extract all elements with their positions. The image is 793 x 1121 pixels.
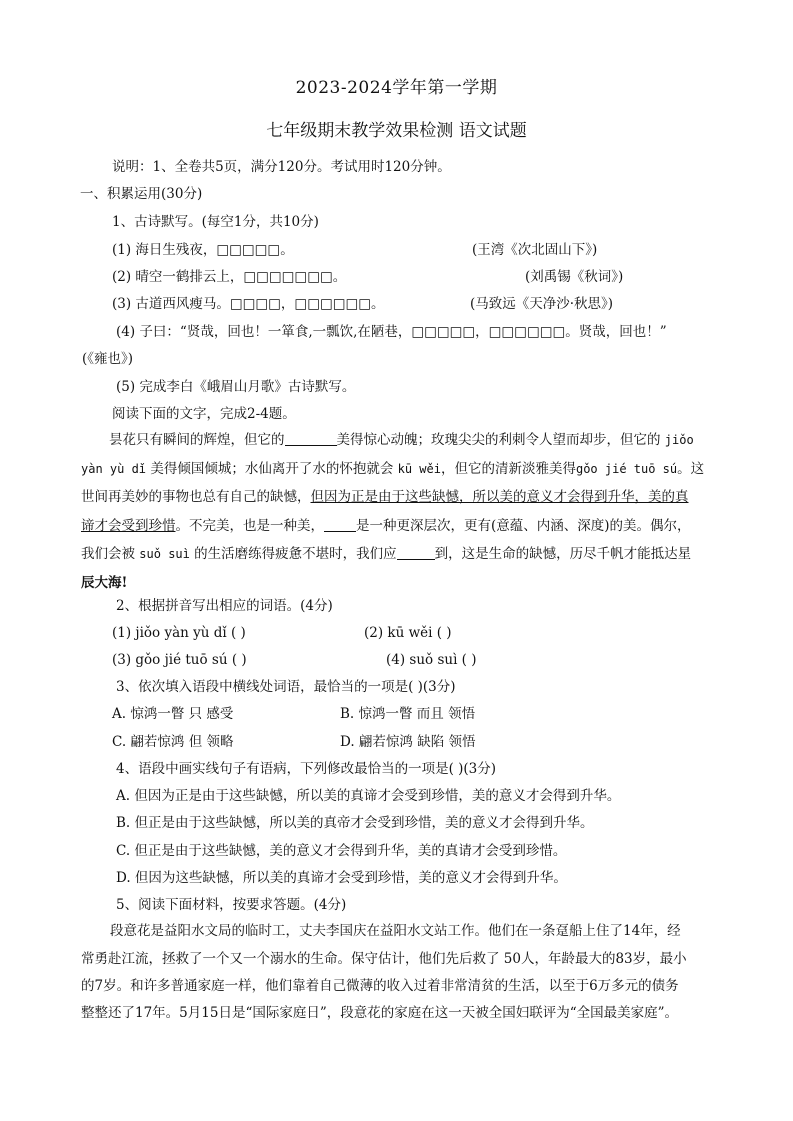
exam-instructions: 说明：1、全卷共5页，满分120分。考试用时120分钟。 bbox=[112, 159, 451, 175]
pinyin: gǒo jié tuō sú bbox=[575, 461, 678, 476]
q1-item-3: (3) 古道西风瘦马。□□□□，□□□□□□。 bbox=[112, 296, 385, 312]
passage-line-2: yàn yù dǐ 美得倾国倾城；水仙离开了水的怀抱就会 kū wěi，但它的清新淡雅美得gǒo jié tuō sú。这 bbox=[81, 460, 705, 477]
underlined-sentence: 谛才会受到珍惜 bbox=[81, 517, 176, 534]
q1-item-4-source: (《雍也》) bbox=[82, 351, 134, 367]
exam-title-year: 2023-2024学年第一学期 bbox=[295, 78, 498, 98]
q2-item-3: (3) gǒo jié tuō sú ( ) bbox=[112, 652, 247, 668]
passage-blank bbox=[397, 545, 435, 560]
q1-item-2: (2) 晴空一鹤排云上，□□□□□□□。 bbox=[112, 269, 347, 285]
pinyin: jiǒo bbox=[664, 433, 694, 447]
q4-option-a: A. 但因为正是由于这些缺憾，所以美的真谛才会受到珍惜，美的意义才会得到升华。 bbox=[116, 788, 621, 804]
reading-passage bbox=[81, 426, 721, 597]
q4-option-b: B. 但正是由于这些缺憾，所以美的真帝才会受到珍惜，美的意义才会得到升华。 bbox=[116, 815, 594, 831]
q4-option-d: D. 但因为这些缺憾，所以美的真谛才会受到珍惜，美的意义才会得到升华。 bbox=[116, 870, 567, 886]
q1-item-1-source: (王湾《次北固山下》) bbox=[472, 242, 598, 258]
q1-item-1: (1) 海日生残夜，□□□□□。 bbox=[112, 242, 294, 258]
q1-item-4: (4) 子曰：“贤哉，回也！一箪食,一瓢饮,在陋巷，□□□□□，□□□□□□。贤哉，回也！” bbox=[116, 324, 667, 340]
question-3-heading: 3、依次填入语段中横线处词语，最恰当的一项是( )(3分) bbox=[116, 679, 456, 695]
passage-line-6: 辰大海! bbox=[81, 574, 128, 591]
question-4-heading: 4、语段中画实线句子有语病，下列修改最恰当的一项是( )(3分) bbox=[116, 761, 497, 777]
q3-option-d: D. 翩若惊鸿 缺陷 领悟 bbox=[340, 734, 476, 750]
question-1-heading: 1、古诗默写。(每空1分，共10分) bbox=[112, 214, 319, 230]
q1-item-2-source: (刘禹锡《秋词》) bbox=[525, 269, 624, 285]
underlined-sentence: 但因为正是由于这些缺憾，所以美的意义才会得到升华，美的真 bbox=[310, 489, 689, 505]
q1-item-5: (5) 完成李白《峨眉山月歌》古诗默写。 bbox=[116, 379, 356, 395]
question-5-heading: 5、阅读下面材料，按要求答题。(4分) bbox=[116, 897, 347, 913]
pinyin: kū wěi bbox=[397, 461, 441, 476]
q3-option-b: B. 惊鸿一瞥 而且 领悟 bbox=[340, 706, 476, 722]
q5-material-line-3: 的7岁。和许多普通家庭一样，他们靠着自己微薄的收入过着非常清贫的生活，以至于6万多元的债务 bbox=[81, 978, 679, 994]
section-heading: 一、积累运用(30分) bbox=[80, 186, 203, 202]
q5-material-line-4: 整整还了17年。5月15日是“国际家庭日”，段意花的家庭在这一天被全国妇联评为“全国最美家庭”。 bbox=[81, 1005, 679, 1021]
pinyin: suǒ suì bbox=[139, 547, 190, 561]
q2-item-4: (4) suǒ suì ( ) bbox=[386, 652, 477, 668]
reading-intro: 阅读下面的文字，完成2-4题。 bbox=[112, 406, 296, 422]
q4-option-c: C. 但正是由于这些缺憾，美的意义才会得到升华，美的真请才会受到珍惜。 bbox=[116, 843, 567, 859]
passage-blank bbox=[285, 431, 337, 446]
passage-line-1: 昙花只有瞬间的辉煌，但它的 美得惊心动魄；玫瑰尖尖的利刺令人望而却步，但它的 jiǒo bbox=[109, 432, 694, 448]
passage-line-5: 我们会被 suǒ suì 的生活磨练得疲惫不堪时，我们应 到，这是生命的缺憾，历尽千帆才能抵达星 bbox=[81, 546, 692, 562]
q2-item-2: (2) kū wěi ( ) bbox=[364, 625, 452, 641]
passage-line-3: 世间再美妙的事物也总有自己的缺憾，但因为正是由于这些缺憾，所以美的意义才会得到升华，美的真 bbox=[81, 489, 689, 505]
exam-title: 七年级期末教学效果检测 语文试题 bbox=[266, 121, 527, 141]
q3-option-a: A. 惊鸿一瞥 只 感受 bbox=[112, 706, 234, 722]
q1-item-3-source: (马致远《天净沙·秋思》) bbox=[470, 296, 614, 312]
passage-line-4: 谛才会受到珍惜。不完美，也是一种美， 是一种更深层次，更有(意蕴、内涵、深度)的美。偶尔， bbox=[81, 517, 691, 534]
q3-option-c: C. 翩若惊鸿 但 领略 bbox=[112, 734, 234, 750]
pinyin: yàn yù dǐ bbox=[81, 461, 147, 476]
q2-item-1: (1) jiǒo yàn yù dǐ ( ) bbox=[112, 625, 246, 641]
question-2-heading: 2、根据拼音写出相应的词语。(4分) bbox=[116, 598, 333, 614]
q5-material-line-2: 常勇赴江流，拯救了一个又一个溺水的生命。保守估计，他们先后救了 50人，年龄最大的83岁，最小 bbox=[81, 951, 687, 967]
q5-material-line-1: 段意花是益阳水文局的临时工，丈夫李国庆在益阳水文站工作。他们在一条趸船上住了14年，经 bbox=[110, 923, 681, 939]
passage-blank bbox=[324, 517, 356, 532]
